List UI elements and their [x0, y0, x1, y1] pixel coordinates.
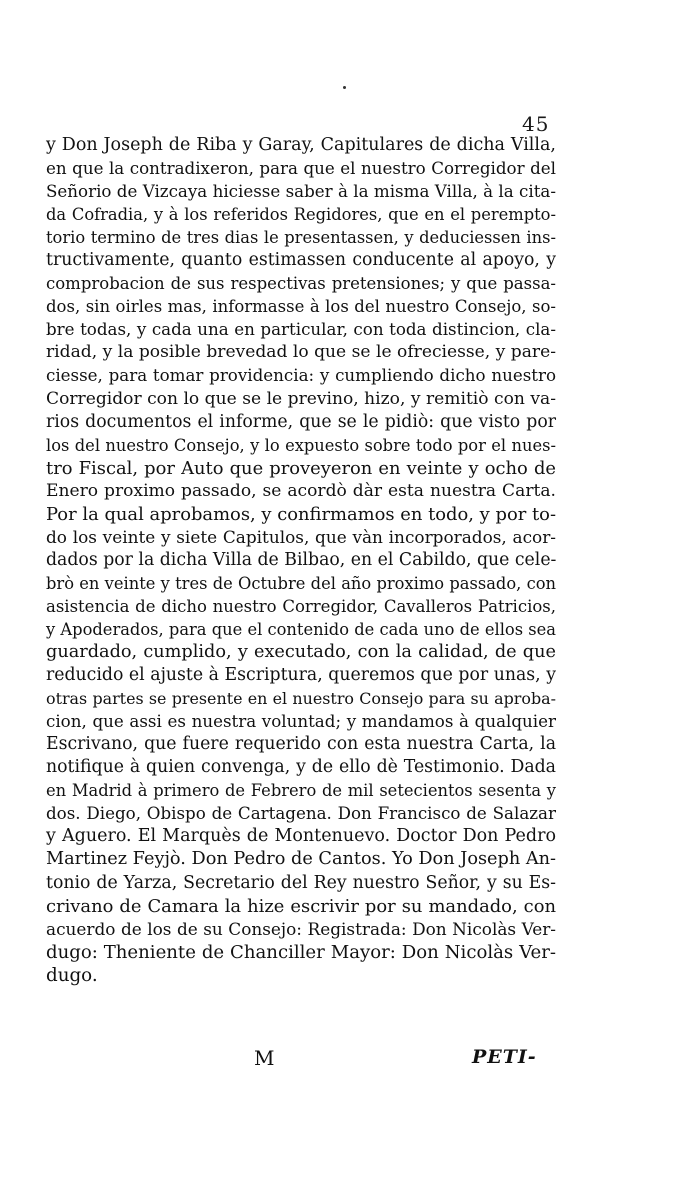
- text-line: dos, sin oirles mas, informasse à los del nuestro Consejo, so-: [46, 297, 556, 317]
- page-number: 45: [522, 112, 550, 136]
- text-line: otras partes se presente en el nuestro Consejo para su aproba-: [46, 689, 556, 709]
- text-line: en que la contradixeron, para que el nuestro Corregidor del: [46, 158, 556, 179]
- text-line: Por la qual aprobamos, y confirmamos en todo, y por to-: [46, 503, 556, 525]
- text-line: Corregidor con lo que se le previno, hizo, y remitiò con va-: [46, 388, 556, 409]
- text-line: dugo.: [46, 964, 98, 986]
- text-line: bre todas, y cada una en particular, con toda distincion, cla-: [46, 319, 556, 340]
- text-line: comprobacion de sus respectivas pretensiones; y que passa-: [46, 274, 556, 294]
- text-line: Escrivano, que fuere requerido con esta nuestra Carta, la: [46, 734, 556, 755]
- text-line: Martinez Feyjò. Don Pedro de Cantos. Yo Don Joseph An-: [46, 849, 556, 870]
- ink-speck: [343, 86, 346, 89]
- text-line: Enero proximo passado, se acordò dàr esta nuestra Carta.: [46, 480, 556, 501]
- text-line: tonio de Yarza, Secretario del Rey nuestro Señor, y su Es-: [46, 872, 556, 893]
- text-line: asistencia de dicho nuestro Corregidor, Cavalleros Patricios,: [46, 596, 556, 616]
- text-line: ridad, y la posible brevedad lo que se le ofreciesse, y pare-: [46, 342, 556, 363]
- text-line: torio termino de tres dias le presentassen, y deduciessen ins-: [46, 228, 556, 248]
- body-text: [46, 134, 556, 987]
- text-line: dos. Diego, Obispo de Cartagena. Don Francisco de Salazar: [46, 803, 556, 824]
- text-line: y Apoderados, para que el contenido de cada uno de ellos sea: [46, 619, 556, 639]
- text-line: en Madrid à primero de Febrero de mil setecientos sesenta y: [46, 781, 556, 801]
- text-line: tructivamente, quanto estimassen conducente al apoyo, y: [46, 250, 556, 271]
- text-line: cion, que assi es nuestra voluntad; y mandamos à qualquier: [46, 711, 556, 732]
- signature-mark: M: [254, 1046, 276, 1070]
- text-line: ciesse, para tomar providencia: y cumpliendo dicho nuestro: [46, 365, 556, 386]
- text-line: dugo: Theniente de Chanciller Mayor: Don Nicolàs Ver-: [46, 941, 556, 963]
- text-line: reducido el ajuste à Escriptura, queremos que por unas, y: [46, 665, 556, 686]
- text-line: los del nuestro Consejo, y lo expuesto sobre todo por el nues-: [46, 435, 556, 455]
- text-line: guardado, cumplido, y executado, con la calidad, de que: [46, 642, 556, 663]
- text-line: notifique à quien convenga, y de ello dè Testimonio. Dada: [46, 757, 556, 778]
- text-line: acuerdo de los de su Consejo: Registrada: Don Nicolàs Ver-: [46, 918, 556, 939]
- text-line: brò en veinte y tres de Octubre del año proximo passado, con: [46, 573, 556, 593]
- text-line: Señorio de Vizcaya hiciesse saber à la misma Villa, à la cita-: [46, 181, 556, 202]
- text-line: da Cofradia, y à los referidos Regidores, que en el perempto-: [46, 205, 556, 225]
- text-line: tro Fiscal, por Auto que proveyeron en veinte y ocho de: [46, 457, 556, 479]
- text-line: do los veinte y siete Capitulos, que vàn incorporados, acor-: [46, 526, 556, 547]
- text-line: rios documentos el informe, que se le pidiò: que visto por: [46, 411, 556, 432]
- catchword: PETI-: [472, 1046, 537, 1068]
- text-line: crivano de Camara la hize escrivir por su mandado, con: [46, 895, 556, 917]
- text-line: dados por la dicha Villa de Bilbao, en el Cabildo, que cele-: [46, 549, 557, 570]
- text-line: y Aguero. El Marquès de Montenuevo. Doctor Don Pedro: [46, 826, 556, 847]
- text-line: y Don Joseph de Riba y Garay, Capitulares de dicha Villa,: [46, 135, 556, 155]
